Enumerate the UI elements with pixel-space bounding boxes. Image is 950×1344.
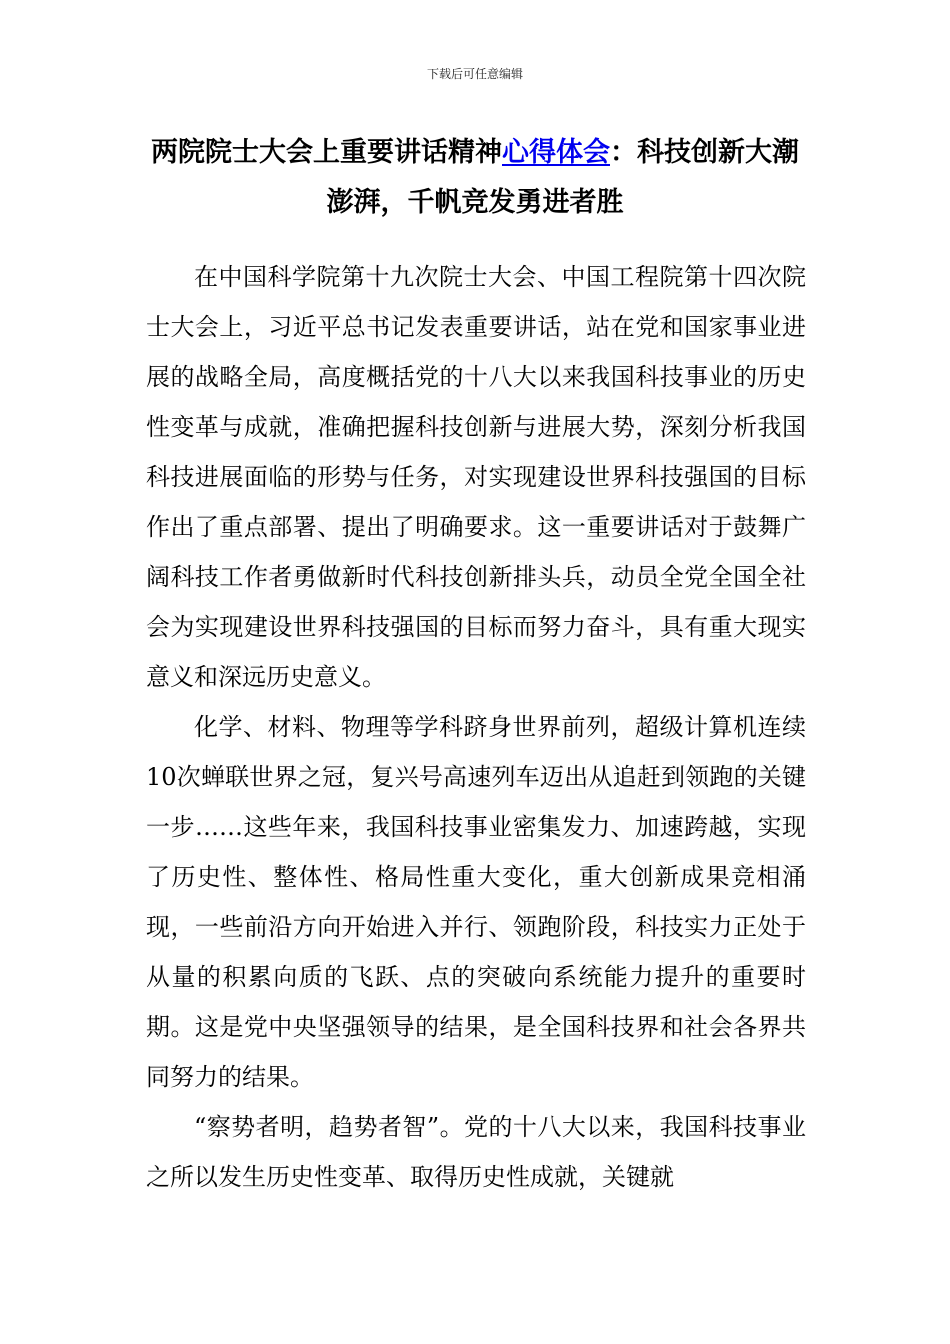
paragraph-1: 在中国科学院第十九次院士大会、中国工程院第十四次院士大会上，习近平总书记发表重要讲话，站在党和国家事业进展的战略全局，高度概括党的十八大以来我国科技事业的历史性变革与成就，准确把握科技创新与进展大势，深刻分析我国科技进展面临的形势与任务，对实现建设世界科技强国的目标作出了重点部署、提出了明确要求。这一重要讲话对于鼓舞广阔科技工作者勇做新时代科技创新排头兵，动员全党全国全社会为实现建设世界科技强国的目标而努力奋斗，具有重大现实意义和深远历史意义。 — [146, 263, 806, 691]
document-body — [146, 252, 806, 1202]
paragraph-3: “察势者明，趋势者智”。党的十八大以来，我国科技事业之所以发生历史性变革、取得历史性成就，关键就 — [146, 1113, 806, 1191]
title-text-after-link: ：科技创新大潮澎湃，千帆竞发勇进者胜 — [326, 137, 799, 218]
header-note: 下载后可任意编辑 — [426, 67, 523, 81]
paragraph-2: 化学、材料、物理等学科跻身世界前列，超级计算机连续10次蝉联世界之冠，复兴号高速列车迈出从追赶到领跑的关键一步……这些年来，我国科技事业密集发力、加速跨越，实现了历史性、整体性、格局性重大变化，重大创新成果竞相涌现，一些前沿方向开始进入并行、领跑阶段，科技实力正处于从量的积累向质的飞跃、点的突破向系统能力提升的重要时期。这是党中央坚强领导的结果，是全国科技界和社会各界共同努力的结果。 — [146, 713, 806, 1091]
title-text-before-link: 两院院士大会上重要讲话精神 — [151, 137, 502, 168]
title-link[interactable]: 心得体会 — [502, 137, 610, 168]
document-title — [140, 128, 810, 228]
